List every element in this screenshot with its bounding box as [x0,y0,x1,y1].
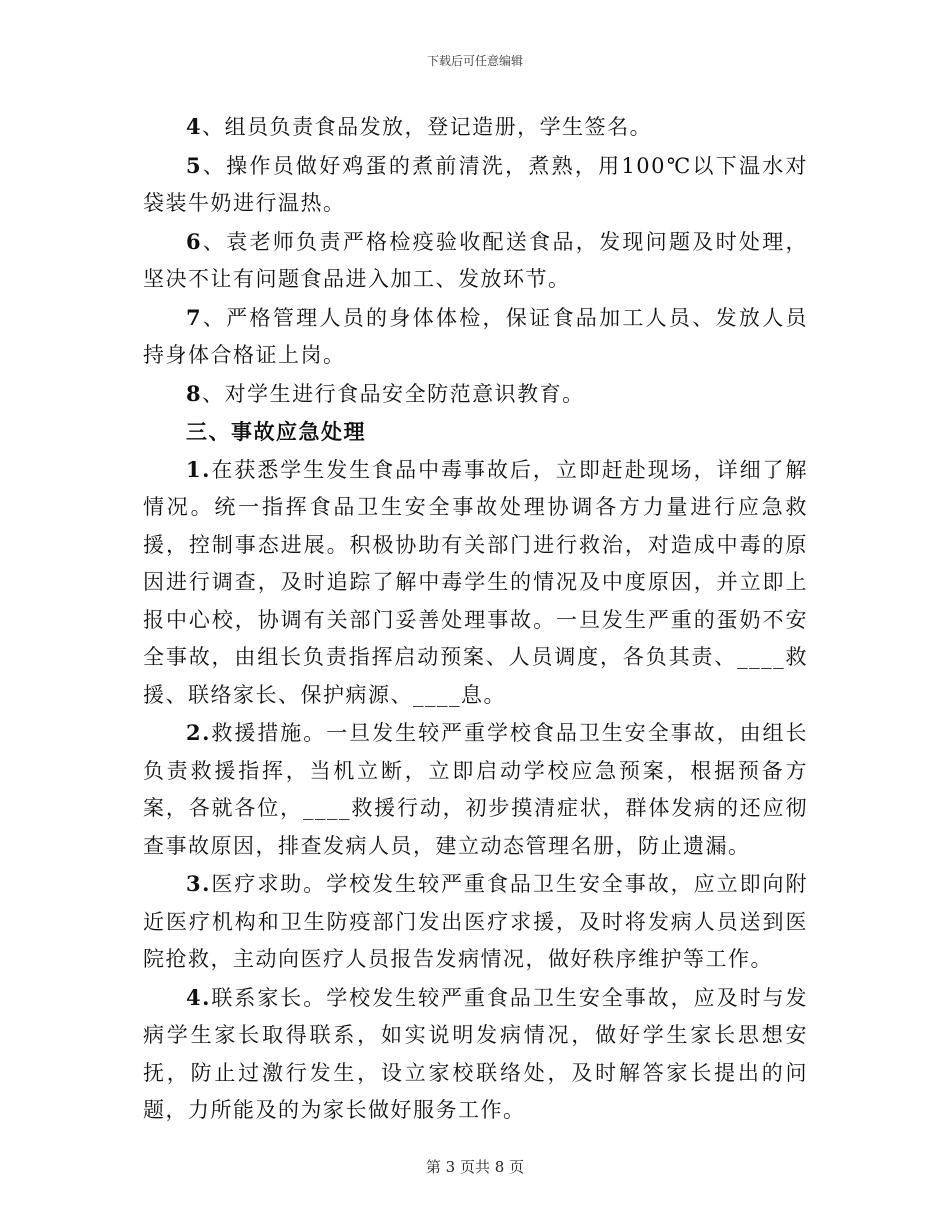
paragraph-step-3 [143,865,808,979]
paragraph-text: 、组员负责食品发放，登记造册，学生签名。 [202,115,653,139]
item-number: 6 [186,228,203,254]
paragraph-text: 、严格管理人员的身体体检，保证食品加工人员、发放人员持身体合格证上岗。 [143,305,808,367]
item-number: 7 [186,304,203,330]
paragraph-text: 、操作员做好鸡蛋的煮前清洗，煮熟，用100℃以下温水对袋装牛奶进行温热。 [143,153,808,215]
paragraph-text: 救援措施。一旦发生较严重学校食品卫生安全事故，由组长负责救援指挥，当机立断，立即启动学校应急预案，根据预备方案，各就各位，____救援行动，初步摸清症状，群体发病的还应彻查事故原因，排查发病人员，建立动态管理名册，防止遗漏。 [143,721,808,858]
paragraph-step-1 [143,451,808,715]
paragraph-item-5 [143,147,808,223]
step-number: 3. [186,871,211,896]
section-heading [143,413,808,451]
paragraph-text: 联系家长。学校发生较严重食品卫生安全事故，应及时与发病学生家长取得联系，如实说明发病情况，做好学生家长思想安抚，防止过激行发生，设立家校联络处，及时解答家长提出的问题，力所能及的为家长做好服务工作。 [143,985,808,1122]
paragraph-item-8 [143,375,808,414]
paragraph-step-2 [143,714,808,865]
item-number: 5 [186,152,203,178]
paragraph-text: 、袁老师负责严格检疫验收配送食品，发现问题及时处理，坚决不让有问题食品进入加工、发放环节。 [143,229,808,291]
paragraph-item-4 [143,108,808,147]
paragraph-item-6 [143,223,808,299]
step-number: 2. [186,720,211,745]
paragraph-text: 在获悉学生发生食品中毒事故后，立即赶赴现场，详细了解情况。统一指挥食品卫生安全事故处理协调各方力量进行应急救援，控制事态进展。积极协助有关部门进行救治，对造成中毒的原因进行调查，及时追踪了解中毒学生的情况及中度原因，并立即上报中心校，协调有关部门妥善处理事故。一旦发生严重的蛋奶不安全事故，由组长负责指挥启动预案、人员调度，各负其责、____救援、联络家长、保护病源、____息。 [143,457,808,707]
step-number: 4. [186,984,211,1010]
item-number: 4 [186,114,203,139]
paragraph-text: 医疗求助。学校发生较严重食品卫生安全事故，应立即向附近医疗机构和卫生防疫部门发出医疗求援，及时将发病人员送到医院抢救，主动向医疗人员报告发病情况，做好秩序维护等工作。 [143,872,808,971]
paragraph-item-7 [143,299,808,375]
item-number: 8 [186,380,203,406]
page-header-note: 下载后可任意编辑 [426,54,523,68]
paragraph-text: 、对学生进行食品安全防范意识教育。 [202,381,585,406]
paragraph-step-4 [143,979,808,1130]
document-body [143,108,808,1130]
page-footer-number: 第 3 页共 8 页 [425,1158,525,1176]
step-number: 1. [186,456,211,482]
heading-text: 三、事故应急处理 [186,419,366,444]
